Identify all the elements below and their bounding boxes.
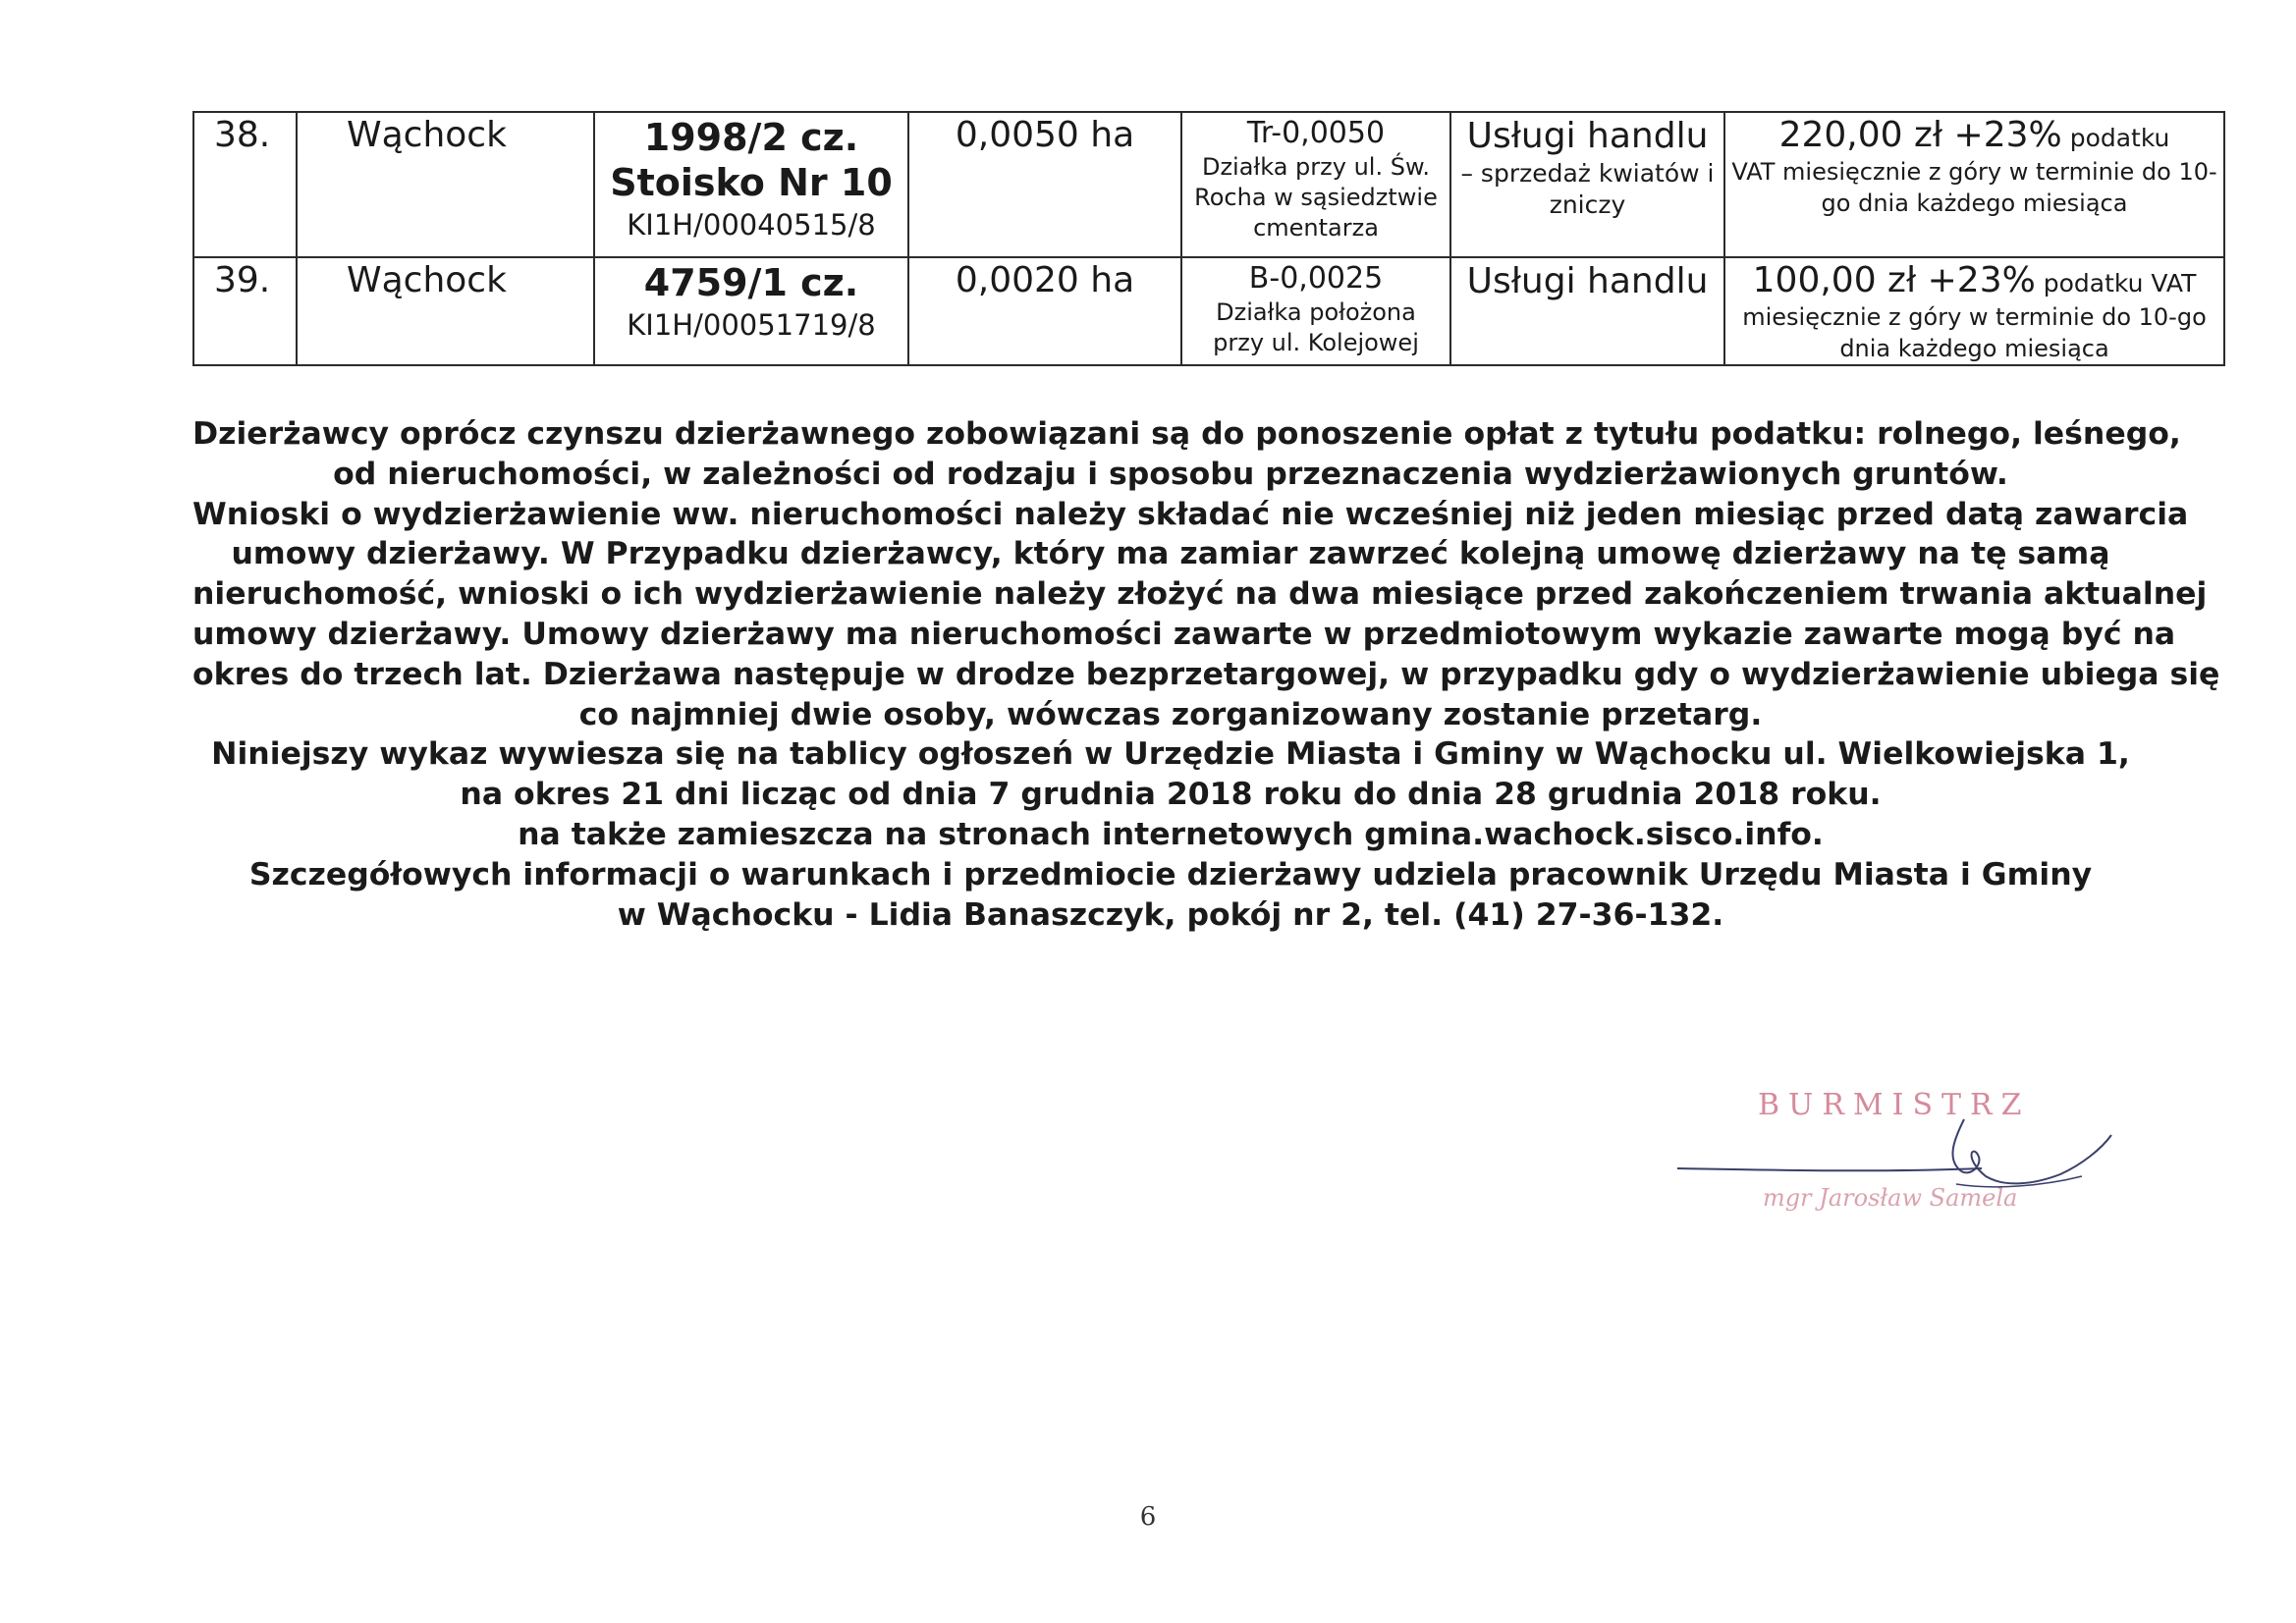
area-cell: 0,0050 ha — [908, 112, 1181, 257]
land-class: B-0,0025 — [1248, 261, 1384, 296]
plot-number: 1998/2 cz. — [643, 116, 859, 159]
purpose-detail: – sprzedaż kwiatów i zniczy — [1460, 159, 1715, 219]
lease-table — [192, 111, 2225, 366]
rent-tax-note: podatku VAT — [2035, 269, 2197, 298]
land-class: Tr-0,0050 — [1246, 116, 1386, 150]
notice-line: na także zamieszcza na stronach internetowych gmina.wachock.sisco.info. — [518, 816, 1824, 852]
table-row — [193, 257, 2224, 365]
rent-tax-note: podatku — [2061, 124, 2170, 152]
plot-number: 4759/1 cz. — [643, 261, 859, 304]
notice-line: w Wąchocku - Lidia Banaszczyk, pokój nr 2, tel. (41) 27-36-132. — [617, 896, 1724, 933]
rent-cell — [1724, 112, 2224, 257]
town-cell: Wąchock — [297, 257, 594, 365]
plot-cell — [594, 112, 908, 257]
land-class-cell — [1181, 257, 1450, 365]
plot-location: Działka położona przy ul. Kolejowej — [1213, 298, 1419, 356]
notice-line: nieruchomość, wnioski o ich wydzierżawienie należy złożyć na dwa miesiące przed zakończeniem trwania aktualnej — [192, 576, 2208, 613]
notice-line: Wnioski o wydzierżawienie ww. nieruchomości należy składać nie wcześniej niż jeden miesiąc przed datą zawarcia — [192, 496, 2189, 532]
rent-terms: VAT miesięcznie z góry w terminie do 10-go dnia każdego miesiąca — [1731, 158, 2217, 217]
land-class-cell — [1181, 112, 1450, 257]
notice-line: Dzierżawcy oprócz czynszu dzierżawnego zobowiązani są do ponoszenie opłat z tytułu podatku: rolnego, leśnego, — [192, 416, 2181, 452]
rent-terms: miesięcznie z góry w terminie do 10-go dnia każdego miesiąca — [1742, 303, 2207, 362]
notice-line: od nieruchomości, w zależności od rodzaju i sposobu przeznaczenia wydzierżawionych gruntów. — [333, 456, 2008, 492]
notice-line: na okres 21 dni licząc od dnia 7 grudnia 2018 roku do dnia 28 grudnia 2018 roku. — [460, 777, 1882, 813]
row-number: 39. — [193, 257, 297, 365]
notice-line: umowy dzierżawy. Umowy dzierżawy ma nieruchomości zawarte w przedmiotowym wykazie zawarte mogą być na — [192, 616, 2176, 652]
plot-location: Działka przy ul. Św. Rocha w sąsiedztwie cmentarza — [1194, 153, 1438, 242]
purpose-main: Usługi handlu — [1466, 116, 1709, 156]
plot-cell — [594, 257, 908, 365]
land-register-number: KI1H/00040515/8 — [627, 208, 876, 242]
rent-cell — [1724, 257, 2224, 365]
stamp-title: BURMISTRZ — [1758, 1088, 2031, 1122]
notice-line: co najmniej dwie osoby, wówczas zorganizowany zostanie przetarg. — [578, 696, 1763, 732]
rent-amount: 220,00 zł +23% — [1778, 115, 2062, 155]
notice-line: Niniejszy wykaz wywiesza się na tablicy ogłoszeń w Urzędzie Miasta i Gminy w Wąchocku ul. Wielkowiejska 1, — [211, 736, 2130, 773]
land-register-number: KI1H/00051719/8 — [627, 308, 876, 342]
purpose-cell — [1450, 257, 1724, 365]
stamp-name: mgr Jarosław Samela — [1763, 1184, 2018, 1212]
plot-stall: Stoisko Nr 10 — [610, 161, 893, 204]
purpose-cell — [1450, 112, 1724, 257]
notice-line: umowy dzierżawy. W Przypadku dzierżawcy, który ma zamiar zawrzeć kolejną umowę dzierżawy na tę samą — [231, 536, 2110, 572]
notice-line: okres do trzech lat. Dzierżawa następuje w drodze bezprzetargowej, w przypadku gdy o wydzierżawienie ubiega się — [192, 656, 2220, 692]
area-cell: 0,0020 ha — [908, 257, 1181, 365]
table-row — [193, 112, 2224, 257]
row-number: 38. — [193, 112, 297, 257]
purpose-main: Usługi handlu — [1466, 261, 1709, 301]
lease-notice-text — [192, 414, 2220, 935]
page-number: 6 — [1139, 1502, 1157, 1532]
rent-amount: 100,00 zł +23% — [1752, 260, 2036, 300]
handwritten-signature — [1669, 1100, 2121, 1237]
notice-line: Szczegółowych informacji o warunkach i przedmiocie dzierżawy udziela pracownik Urzędu Miasta i Gminy — [248, 856, 2093, 893]
town-cell: Wąchock — [297, 112, 594, 257]
